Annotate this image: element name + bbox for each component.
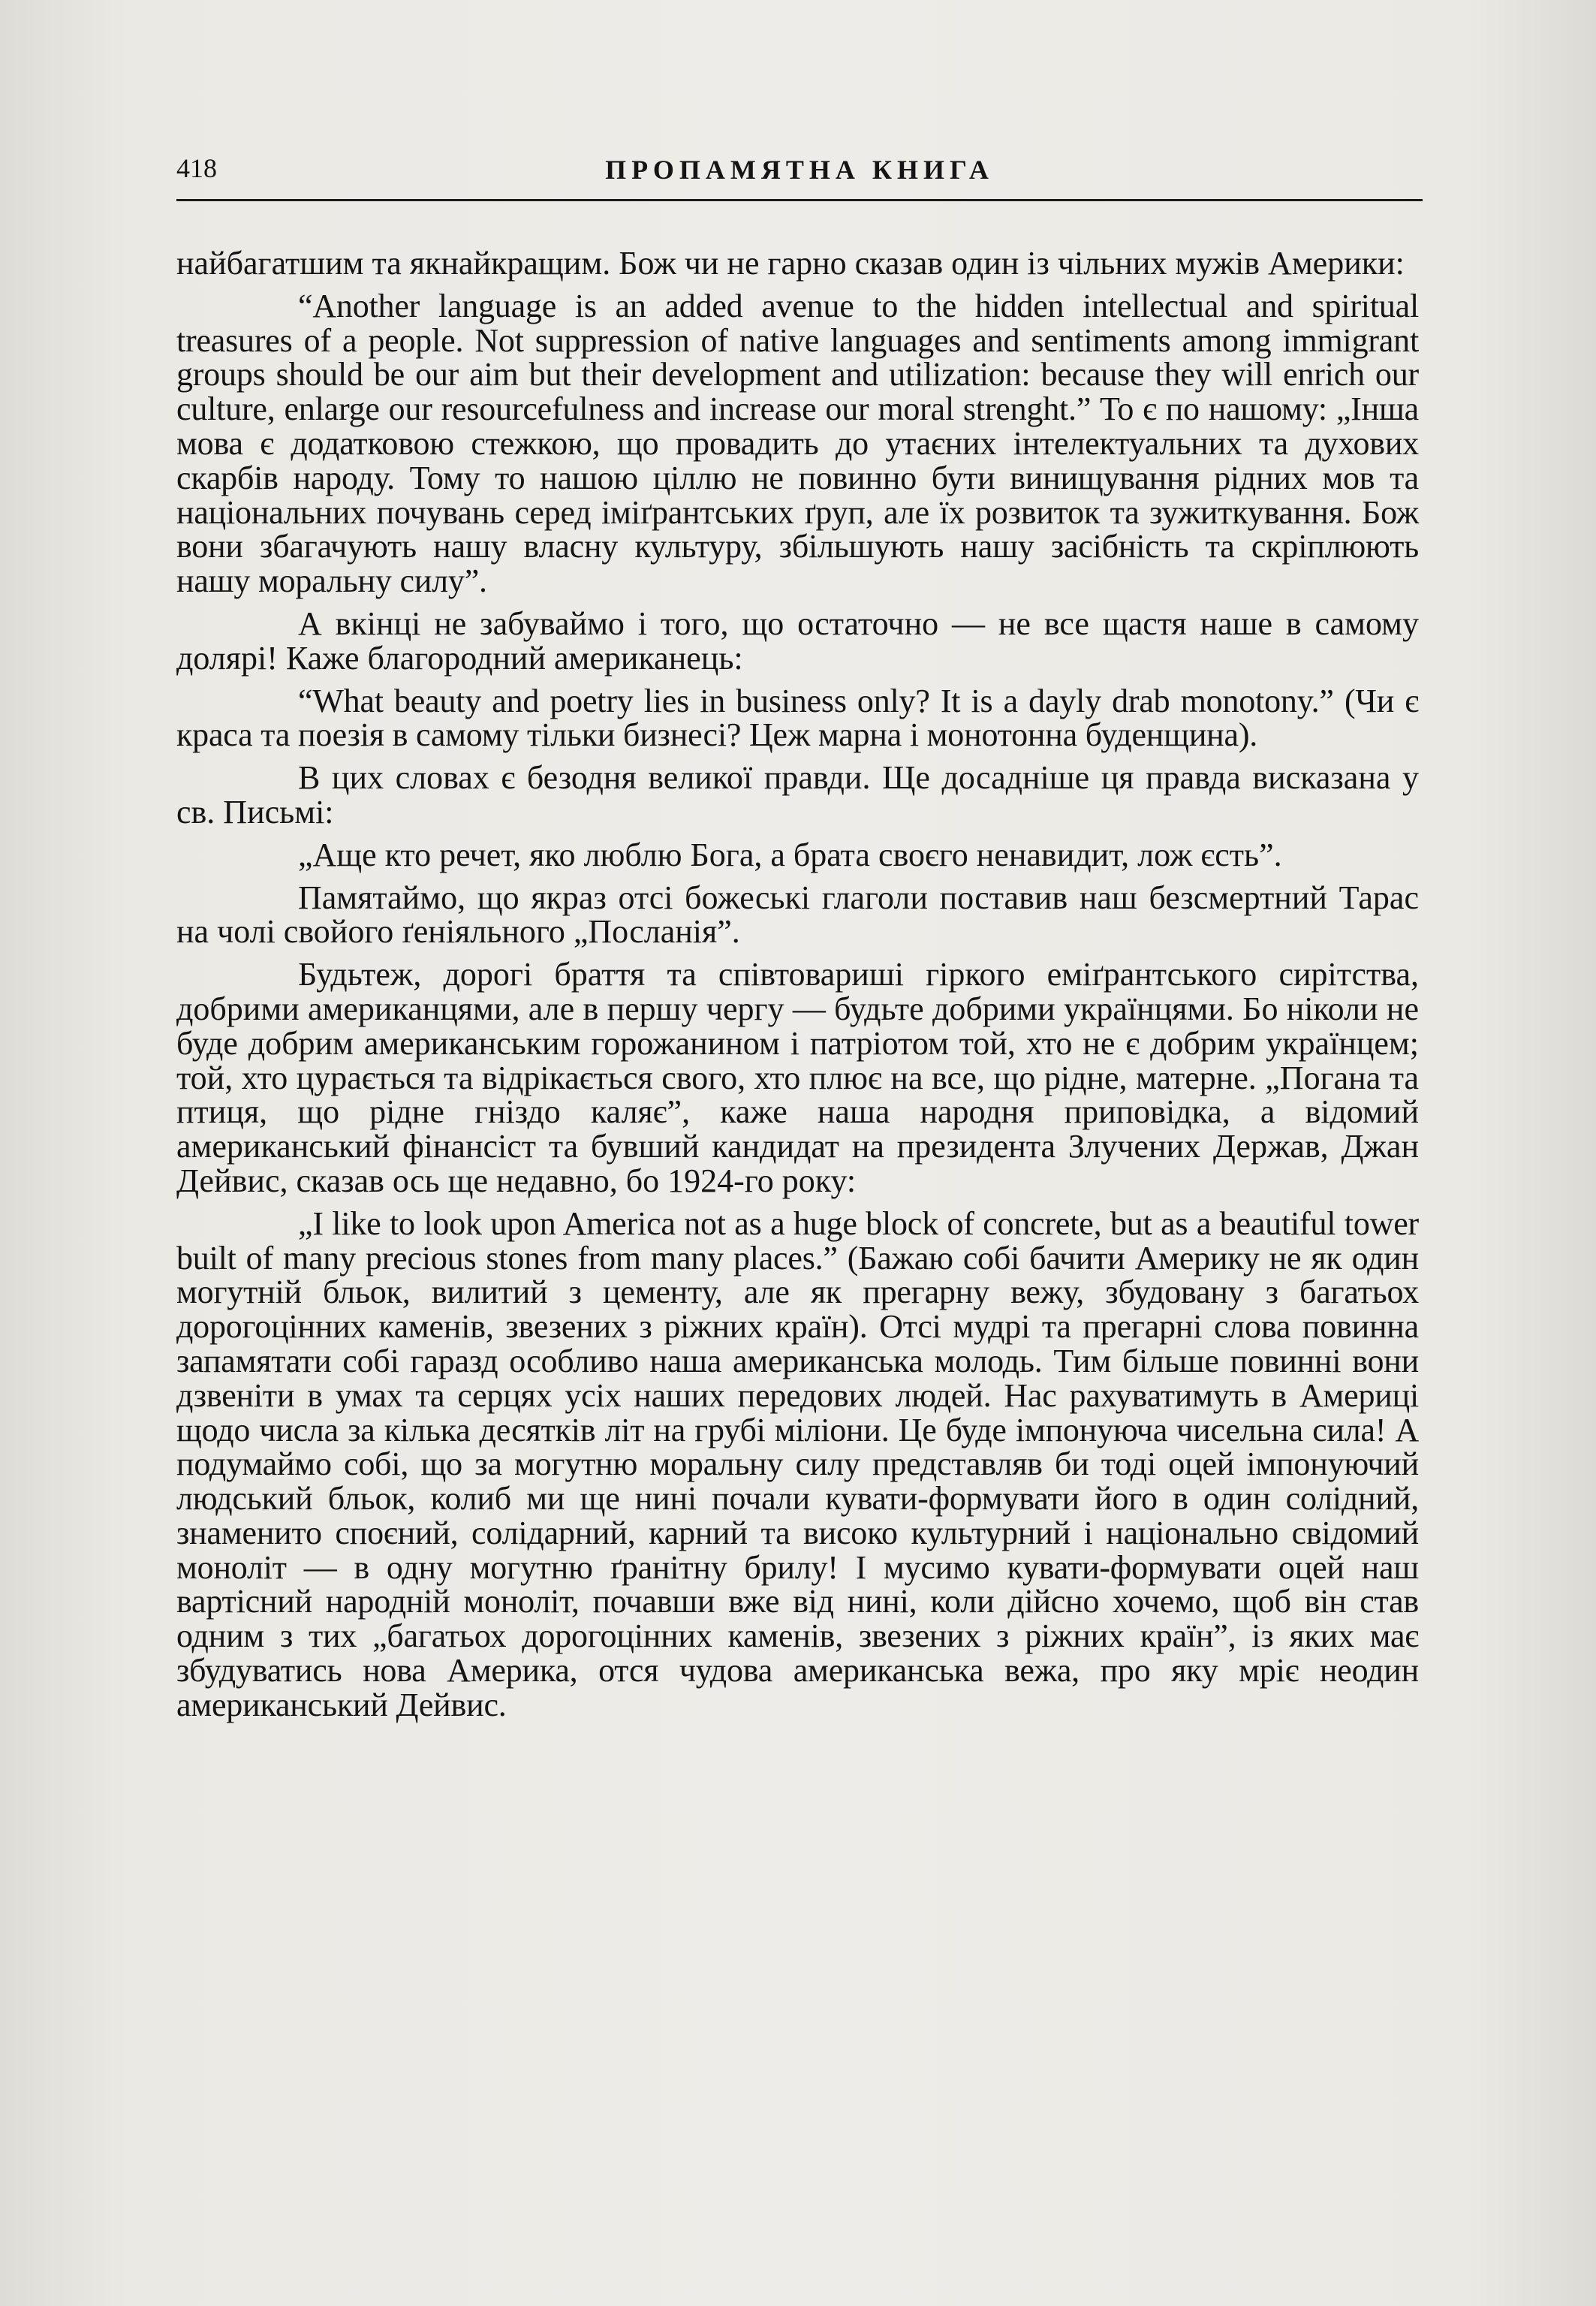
paragraph-2-english-quote: “Another language is an added avenue to the hidden intellectual and spiritual treasures of a people. Not suppression of native languages and sentiments among immigrant groups should be our aim but their development and utilization: because they will enrich our culture, enlarge our resourcefulness and increase our moral strenght.” То є по нашому: „Інша мова є додатковою стежкою, що провадить до утаєних інтелектуальних та духових скарбів народу. Тому то нашою ціллю не повинно бути винищування рідних мов та національних почувань серед іміґрантських ґруп, але їх розвиток та зужиткування. Бож вони збагачують нашу власну культуру, збільшують нашу засібність та скріплюють нашу моральну силу”. (176, 287, 1419, 600)
page-header (176, 146, 1423, 201)
paragraph-5: В цих словах є безодня великої правди. Ще досадніше ця правда висказана у св. Письмі: (176, 759, 1419, 830)
page-body (176, 246, 1419, 1731)
paragraph-8: Будьтеж, дорогі браття та співтовариші гіркого еміґрантського сирітства, добрими американцями, але в першу чергу — будьте добрими українцями. Бо ніколи не буде добрим американським горожанином і патріотом той, хто не є добрим українцем; той, хто цурається та відрікається свого, хто плює на все, що рідне, матерне. „Погана та птиця, що рідне гніздо каляє”, каже наша народня приповідка, а відомий американський фінансіст та бувший кандидат на президента Злучених Держав, Джан Дейвис, сказав ось ще недавно, бо 1924-го року: (176, 956, 1419, 1199)
paragraph-1: найбагатшим та якнайкращим. Бож чи не гарно сказав один із чільних мужів Америки: (176, 245, 1405, 282)
paragraph-3: А вкінці не забуваймо і того, що остаточно — не все щастя наше в самому долярі! Каже благородний американець: (176, 604, 1419, 677)
paragraph-9-davis-quote: „I like to look upon America not as a huge block of concrete, but as a beautiful tower built of many precious stones from many places.” (Бажаю собі бачити Америку не як один могутній бльок, вилитий з цементу, але як прегарну вежу, збудовану з багатьох дорогоцінних каменів, звезених з ріжних країн). Отсі мудрі та прегарні слова повинна запамятати собі гаразд особливо наша американська молодь. Тим більше повинні вони дзвеніти в умах та серцях усіх наших передових людей. Нас рахуватимуть в Америці щодо числа за кілька десятків літ на грубі міліони. Це буде імпонуюча чисельна сила! А подумаймо собі, що за могутню моральну силу представляв би тоді оцей імпонуючий людський бльок, колиб ми ще нині почали кувати-формувати його в один солідний, знаменито споєний, солідарний, карний та високо культурний і національно свідомий моноліт — в одну могутню ґранітну брилу! І мусимо кувати-формувати оцей наш вартісний народній моноліт, почавши вже від нині, коли дійсно хочемо, щоб він став одним з тих „багатьох дорогоцінних каменів, звезених з ріжних країн”, із яких має збудуватись нова Америка, отся чудова американська вежа, про яку мріє неодин американський Дейвис. (176, 1204, 1419, 1723)
paragraph-7: Памятаймо, що якраз отсі божеські глаголи поставив наш безсмертний Тарас на чолі свойого ґеніяльного „Посланія”. (176, 879, 1419, 951)
page-number: 418 (176, 153, 217, 183)
running-title: ПРОПАМЯТНА КНИГА (605, 155, 994, 185)
paragraph-4-english-quote: “What beauty and poetry lies in business only? It is a dayly drab monotony.” (Чи є краса та поезія в самому тільки бизнесі? Цеж марна і монотонна буденщина). (176, 682, 1419, 754)
paragraph-6-scripture-quote: „Аще кто речет, яко люблю Бога, а брата своєго ненавидит, лож єсть”. (298, 836, 1282, 873)
